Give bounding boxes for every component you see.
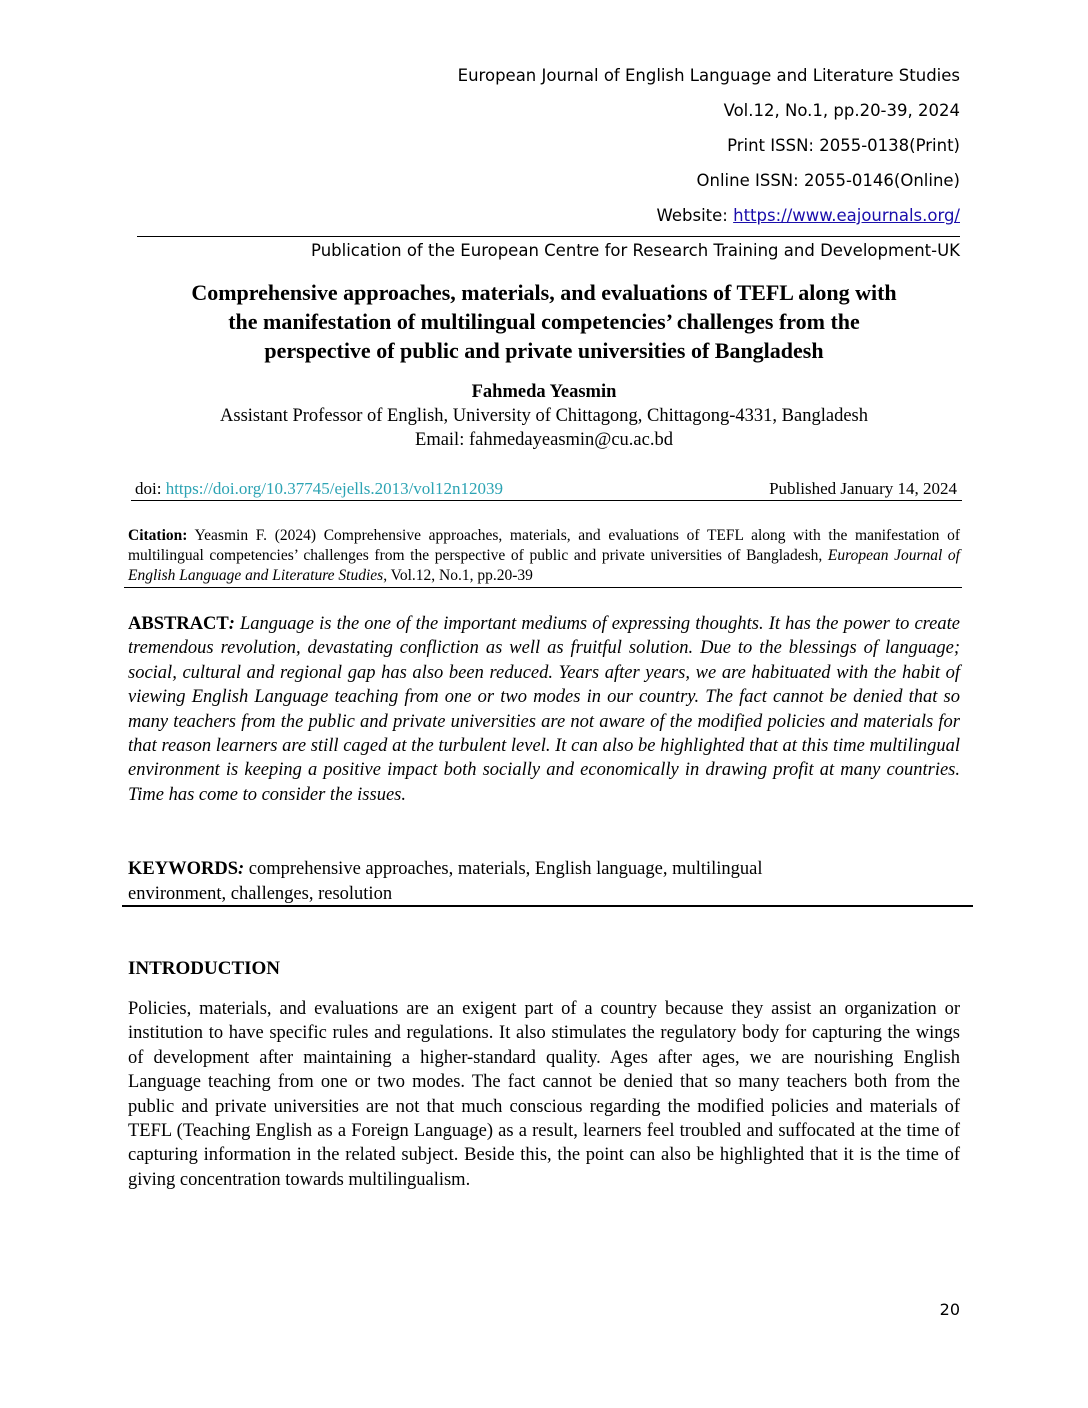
doi-link[interactable]: https://doi.org/10.37745/ejells.2013/vol12n12039 [165,479,504,498]
keywords-block [128,857,960,906]
online-issn: Online ISSN: 2055-0146(Online) [696,171,960,190]
title-line-2: the manifestation of multilingual competencies’ challenges from the [228,309,860,334]
doi-divider [131,500,962,501]
doi-row [135,478,957,500]
citation-label: Citation: [128,527,188,544]
author-email: Email: fahmedayeasmin@cu.ac.bd [415,430,673,450]
page-number: 20 [939,1300,960,1319]
website-line [657,206,960,226]
keywords-line-2: environment, challenges, resolution [128,883,393,904]
keywords-line-1: comprehensive approaches, materials, English language, multilingual [244,859,763,879]
publisher-line: Publication of the European Centre for Research Training and Development-UK [311,241,960,260]
journal-name: European Journal of English Language and Literature Studies [457,66,960,85]
keywords-divider [122,905,973,907]
abstract-block [128,612,960,807]
keywords-label: KEYWORDS [128,859,238,879]
website-link[interactable]: https://www.eajournals.org/ [733,206,960,225]
website-label: Website: [656,206,734,225]
abstract-label: ABSTRACT [128,614,229,634]
introduction-heading: INTRODUCTION [128,958,281,979]
title-line-3: perspective of public and private universities of Bangladesh [264,338,824,363]
citation-block [128,526,960,586]
abstract-text: Language is the one of the important mediums of expressing thoughts. It has the power to create tremendous revolution, devastating confliction as well as fruitful solution. Due to the blessings of language; social, cultural and regional gap has also been reduced. Years after years, we are habituated with the habit of viewing English Language teaching from one or two modes in our country. The fact cannot be denied that so many teachers from the public and private universities are not aware of the modified policies and materials for that reason learners are still caged at the turbulent level. It can also be highlighted that at this time multilingual environment is keeping a positive impact both socially and economically in drawing profit at many countries. Time has come to consider the issues. [128,614,960,805]
author-affiliation: Assistant Professor of English, University of Chittagong, Chittagong-4331, Bangladesh [220,406,868,426]
doi-label: doi: [135,479,166,498]
citation-journal: European Journal of English Language and Literature Studies [128,547,960,584]
published-date: Published January 14, 2024 [769,479,957,498]
introduction-text: Policies, materials, and evaluations are an exigent part of a country because they assist an organization or institution to have specific rules and regulations. It also stimulates the regulatory body for capturing the wings of development after maintaining a higher-standard quality. Ages after ages, we are nourishing English Language teaching from one or two modes. The fact cannot be denied that so many teachers both from the public and private universities are not that much conscious regarding the modified policies and materials of TEFL (Teaching English as a Foreign Language) as a result, learners feel troubled and suffocated at the time of capturing information in the related subject. Beside this, the point can also be highlighted that it is the time of giving concentration towards multilingualism. [128,999,960,1190]
citation-tail: , Vol.12, No.1, pp.20-39 [383,567,533,584]
citation-divider [124,587,962,588]
title-line-1: Comprehensive approaches, materials, and evaluations of TEFL along with [191,280,897,305]
citation-text: Yeasmin F. (2024) Comprehensive approaches, materials, and evaluations of TEFL along with the manifestation of multilingual competencies’ challenges from the perspective of public and private universities of Bangladesh, [128,527,960,564]
header-divider [137,236,960,237]
print-issn: Print ISSN: 2055-0138(Print) [727,136,960,155]
keywords-colon: : [238,859,245,879]
paper-title [128,278,960,365]
volume-info: Vol.12, No.1, pp.20-39, 2024 [723,101,960,120]
abstract-colon: : [228,614,235,634]
author-name: Fahmeda Yeasmin [471,382,617,402]
